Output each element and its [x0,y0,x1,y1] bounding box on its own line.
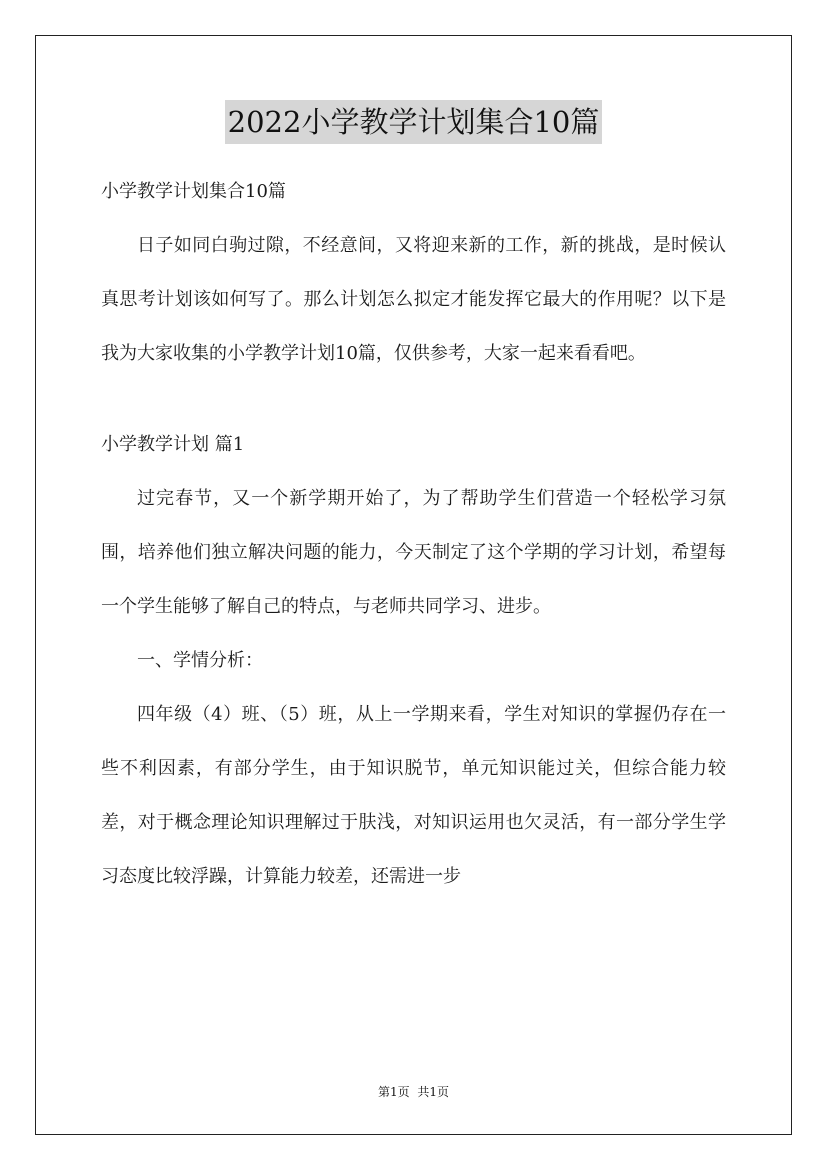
page-footer [0,1083,827,1100]
page-total: 共1页 [417,1085,450,1099]
intro-paragraph: 日子如同白驹过隙，不经意间，又将迎来新的工作，新的挑战，是时候认真思考计划该如何写了。那么计划怎么拟定才能发挥它最大的作用呢？以下是我为大家收集的小学教学计划10篇，仅供参考，大家一起来看看吧。 [101,235,726,364]
document-subtitle: 小学教学计划集合10篇 [101,181,286,202]
section-subheading: 一、学情分析： [137,650,263,671]
title-container [0,100,827,144]
document-title: 2022小学教学计划集合10篇 [225,100,603,144]
document-body [101,173,726,904]
section-heading: 小学教学计划 篇1 [101,434,245,455]
section-paragraph-analysis: 四年级（4）班、（5）班，从上一学期来看，学生对知识的掌握仍存在一些不利因素，有部分学生，由于知识脱节，单元知识能过关，但综合能力较差，对于概念理论知识理解过于肤浅，对知识运用也欠灵活，有一部分学生学习态度比较浮躁，计算能力较差，还需进一步 [101,704,726,887]
page-number: 第1页 [377,1085,410,1099]
section-paragraph: 过完春节，又一个新学期开始了，为了帮助学生们营造一个轻松学习氛围，培养他们独立解决问题的能力，今天制定了这个学期的学习计划，希望每一个学生能够了解自己的特点，与老师共同学习、进步。 [101,488,726,617]
section-spacer [101,381,726,426]
